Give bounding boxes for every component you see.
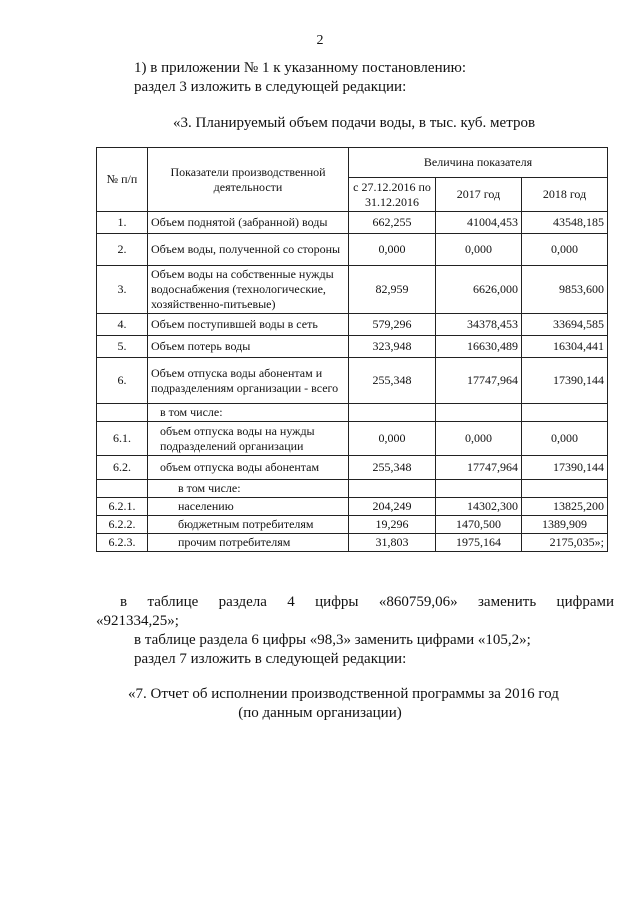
row-label: Объем потерь воды [148, 336, 349, 358]
row-num: 4. [97, 314, 148, 336]
row-value-3: 0,000 [522, 234, 608, 266]
row-label: в том числе: [148, 404, 349, 422]
row-value-2: 16630,489 [436, 336, 522, 358]
table-row [97, 314, 608, 336]
header-period-2: 2017 год [436, 178, 522, 212]
row-value-3: 17390,144 [522, 456, 608, 480]
row-value-1: 255,348 [349, 358, 436, 404]
row-value-3: 43548,185 [522, 212, 608, 234]
row-value-2: 1975,164 [436, 534, 522, 552]
row-num: 1. [97, 212, 148, 234]
table-row [97, 516, 608, 534]
table-row [97, 480, 608, 498]
table-row [97, 456, 608, 480]
row-value-1: 31,803 [349, 534, 436, 552]
row-label: бюджетным потребителям [148, 516, 349, 534]
row-value-3: 13825,200 [522, 498, 608, 516]
row-value-2: 17747,964 [436, 358, 522, 404]
header-period-3: 2018 год [522, 178, 608, 212]
change-section4-line: в таблице раздела 4 цифры «860759,06» заменить цифрами [120, 594, 614, 610]
intro-line-1: 1) в приложении № 1 к указанному постановлению: [134, 60, 466, 76]
water-supply-table [96, 147, 608, 552]
row-value-1 [349, 480, 436, 498]
row-value-2: 17747,964 [436, 456, 522, 480]
row-num: 6.2.1. [97, 498, 148, 516]
section7-title: «7. Отчет об исполнении производственной программы за 2016 год [128, 686, 559, 702]
row-num: 6.2.3. [97, 534, 148, 552]
row-value-3: 17390,144 [522, 358, 608, 404]
row-label: Объем воды, полученной со стороны [148, 234, 349, 266]
row-label: населению [148, 498, 349, 516]
row-value-2: 1470,500 [436, 516, 522, 534]
row-value-2: 14302,300 [436, 498, 522, 516]
table-row [97, 358, 608, 404]
table-row [97, 212, 608, 234]
row-value-3 [522, 404, 608, 422]
row-num [97, 404, 148, 422]
row-value-1: 255,348 [349, 456, 436, 480]
row-value-2 [436, 480, 522, 498]
row-value-2: 6626,000 [436, 266, 522, 314]
intro-line-2: раздел 3 изложить в следующей редакции: [134, 79, 407, 95]
header-indicators: Показатели производственной деятельности [148, 148, 349, 212]
table-row [97, 404, 608, 422]
section3-title: «3. Планируемый объем подачи воды, в тыс. куб. метров [173, 115, 536, 131]
row-value-1: 323,948 [349, 336, 436, 358]
row-value-2: 41004,453 [436, 212, 522, 234]
row-value-3: 16304,441 [522, 336, 608, 358]
change-section6-line: в таблице раздела 6 цифры «98,3» заменить цифрами «105,2»; [134, 632, 531, 648]
row-label: объем отпуска воды абонентам [148, 456, 349, 480]
row-num: 6. [97, 358, 148, 404]
row-num: 5. [97, 336, 148, 358]
row-label: в том числе: [148, 480, 349, 498]
row-num: 6.2. [97, 456, 148, 480]
change-section4-value: «921334,25»; [96, 613, 179, 629]
row-value-3: 0,000 [522, 422, 608, 456]
row-label: Объем поступившей воды в сеть [148, 314, 349, 336]
row-label: прочим потребителям [148, 534, 349, 552]
row-num: 6.2.2. [97, 516, 148, 534]
row-value-2 [436, 404, 522, 422]
table-row [97, 336, 608, 358]
table-row [97, 498, 608, 516]
row-value-1: 204,249 [349, 498, 436, 516]
row-num: 3. [97, 266, 148, 314]
row-num: 2. [97, 234, 148, 266]
section7-subtitle: (по данным организации) [238, 705, 402, 721]
row-value-1 [349, 404, 436, 422]
row-value-2: 34378,453 [436, 314, 522, 336]
header-period-1: с 27.12.2016 по 31.12.2016 [349, 178, 436, 212]
header-num: № п/п [97, 148, 148, 212]
row-label: Объем отпуска воды абонентам и подразделениям организации - всего [148, 358, 349, 404]
row-value-1: 579,296 [349, 314, 436, 336]
row-value-3: 9853,600 [522, 266, 608, 314]
row-value-1: 662,255 [349, 212, 436, 234]
row-num [97, 480, 148, 498]
section7-intro-line: раздел 7 изложить в следующей редакции: [134, 651, 407, 667]
page-number: 2 [316, 33, 324, 48]
table-row [97, 534, 608, 552]
row-value-1: 82,959 [349, 266, 436, 314]
row-label: объем отпуска воды на нужды подразделений организации [148, 422, 349, 456]
row-label: Объем поднятой (забранной) воды [148, 212, 349, 234]
row-value-3: 33694,585 [522, 314, 608, 336]
row-value-2: 0,000 [436, 234, 522, 266]
row-value-1: 0,000 [349, 234, 436, 266]
row-num: 6.1. [97, 422, 148, 456]
row-value-1: 19,296 [349, 516, 436, 534]
row-value-3 [522, 480, 608, 498]
table-row [97, 422, 608, 456]
row-value-3: 1389,909 [522, 516, 608, 534]
row-value-3: 2175,035»; [522, 534, 608, 552]
row-value-1: 0,000 [349, 422, 436, 456]
row-label: Объем воды на собственные нужды водоснабжения (технологические, хозяйственно-питьевые) [148, 266, 349, 314]
row-value-2: 0,000 [436, 422, 522, 456]
header-value: Величина показателя [349, 148, 608, 178]
table-row [97, 266, 608, 314]
table-row [97, 234, 608, 266]
